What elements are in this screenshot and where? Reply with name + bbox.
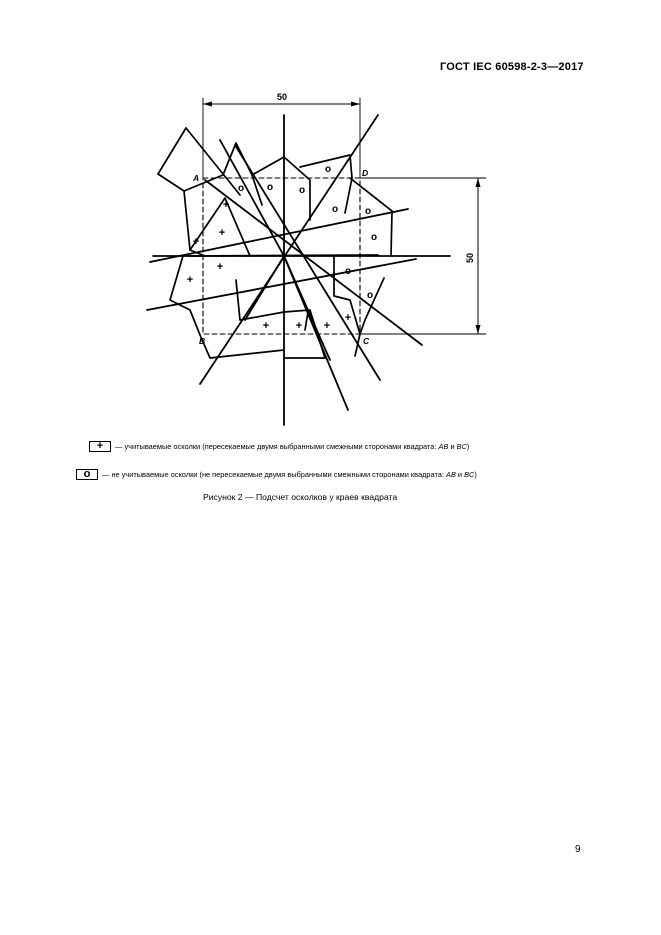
legend-uncounted-symbol: o: [76, 469, 98, 480]
counted-fragment-mark: +: [323, 320, 331, 332]
dimension-arrow-bottom: [476, 325, 481, 334]
counted-fragment-mark: +: [295, 320, 303, 332]
counted-fragment-mark: +: [344, 312, 352, 324]
counted-fragment-mark: +: [262, 320, 270, 332]
corner-label-a: A: [193, 173, 200, 183]
corner-label-b: B: [199, 336, 206, 346]
legend-counted-symbol: +: [89, 441, 111, 452]
dimension-value-horizontal: 50: [277, 92, 288, 102]
corner-label-c: C: [363, 336, 370, 346]
legend-uncounted-description: — не учитываемые осколки (не пересекаемые двумя выбранными смежными сторонами квадрата: AB и BC): [102, 469, 477, 479]
dimension-arrow-right: [351, 102, 360, 107]
counted-fragment-mark: +: [216, 261, 224, 273]
dimension-arrow-left: [203, 102, 212, 107]
radial-cracks: [147, 115, 450, 425]
counted-fragment-mark: +: [192, 236, 200, 248]
figure-caption: Рисунок 2 — Подсчет осколков у краев квадрата: [203, 492, 398, 502]
uncounted-fragment-mark: o: [344, 266, 352, 277]
legend-counted-description: — учитываемые осколки (пересекаемые двумя выбранными смежными сторонами квадрата: AB и BC): [115, 441, 470, 451]
corner-label-d: D: [362, 168, 369, 178]
uncounted-fragment-mark: o: [237, 183, 245, 194]
counted-fragment-mark: +: [218, 227, 226, 239]
uncounted-fragment-mark: o: [324, 164, 332, 175]
uncounted-fragment-mark: o: [298, 185, 306, 196]
uncounted-fragment-mark: o: [364, 206, 372, 217]
uncounted-fragment-mark: o: [370, 232, 378, 243]
dimension-value-vertical: 50: [465, 252, 475, 263]
document-header-standard-code: ГОСТ IEC 60598-2-3—2017: [440, 61, 584, 73]
legend-uncounted-fragments: [76, 466, 477, 482]
dimension-arrow-top: [476, 178, 481, 187]
uncounted-fragment-mark: o: [331, 204, 339, 215]
uncounted-fragment-mark: o: [366, 290, 374, 301]
counted-fragment-mark: +: [222, 199, 230, 211]
page-number: 9: [575, 844, 581, 855]
counted-fragment-mark: +: [186, 274, 194, 286]
uncounted-fragment-mark: o: [266, 182, 274, 193]
legend-counted-fragments: [76, 438, 469, 454]
